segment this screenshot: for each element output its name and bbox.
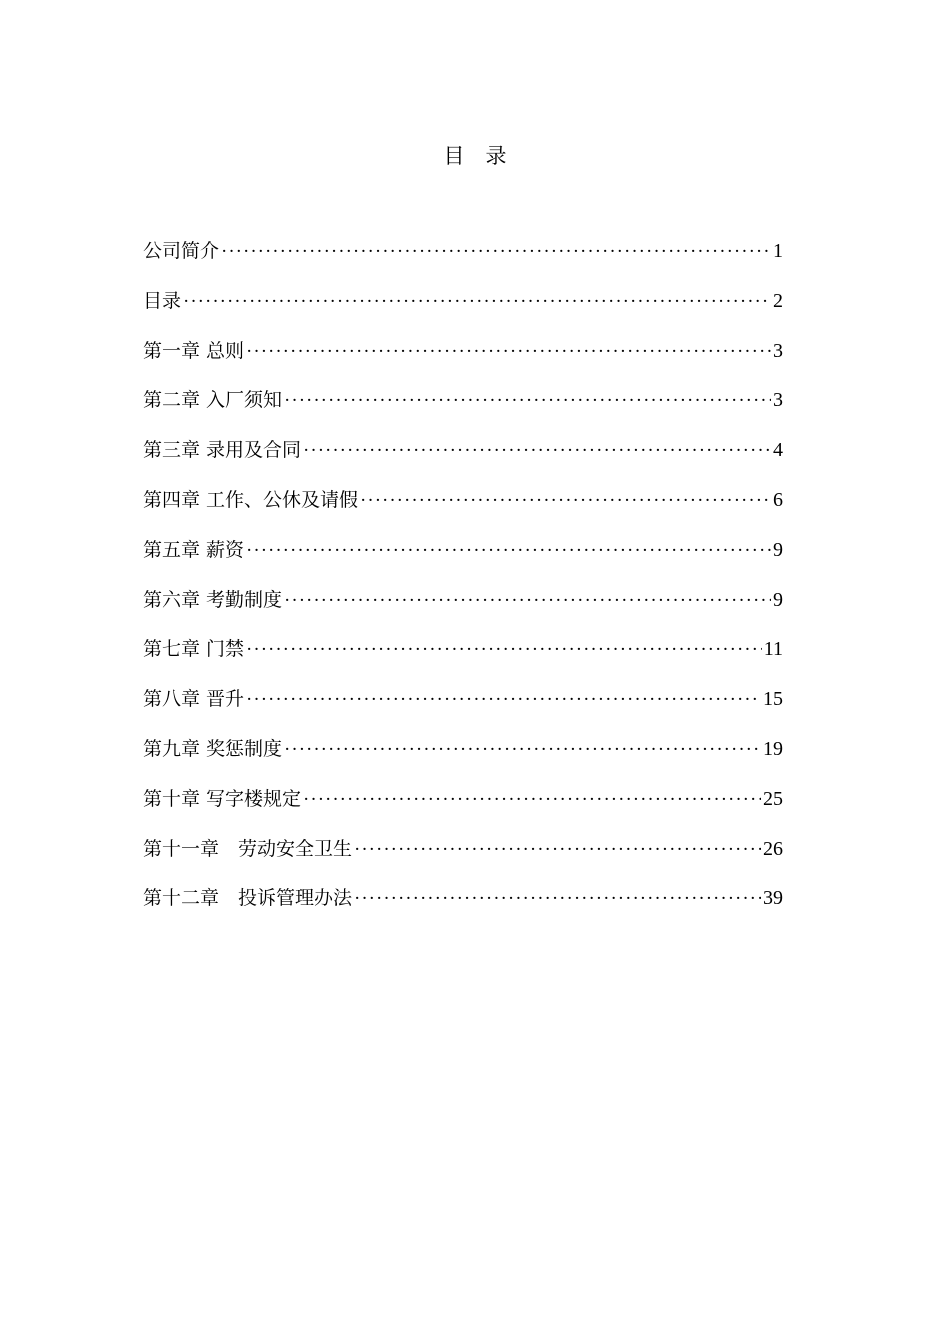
toc-entry-label: 第九章 奖惩制度 (143, 737, 283, 760)
toc-entry-page: 1 (773, 240, 783, 262)
toc-dot-leader (284, 590, 771, 612)
toc-entry[interactable] (143, 485, 783, 535)
toc-entry-page: 19 (763, 737, 783, 760)
toc-entry-label: 第十章 写字楼规定 (143, 787, 302, 810)
toc-dot-leader (354, 888, 761, 910)
toc-dot-leader (360, 490, 771, 512)
toc-entry[interactable] (143, 834, 783, 884)
toc-dot-leader (246, 689, 761, 711)
toc-list (143, 236, 783, 933)
toc-entry-page: 2 (773, 289, 783, 312)
toc-entry-label: 目录 (143, 289, 182, 312)
toc-title: 目 录 (443, 144, 507, 168)
toc-entry[interactable] (143, 535, 783, 585)
toc-dot-leader (246, 341, 771, 363)
toc-entry[interactable] (143, 585, 783, 635)
toc-entry-page: 39 (763, 887, 783, 910)
toc-entry-page: 6 (773, 488, 783, 511)
toc-entry-page: 11 (763, 638, 783, 661)
toc-entry-label: 第八章 晋升 (143, 688, 245, 711)
toc-entry-page: 9 (773, 538, 783, 561)
toc-entry[interactable] (143, 784, 783, 834)
toc-entry-label: 第四章 工作、公休及请假 (143, 488, 359, 511)
toc-dot-leader (221, 241, 771, 263)
toc-entry[interactable] (143, 734, 783, 784)
toc-entry[interactable] (143, 385, 783, 435)
toc-entry-page: 25 (763, 787, 783, 810)
toc-dot-leader (303, 440, 771, 462)
toc-entry-page: 3 (773, 339, 783, 362)
toc-dot-leader (183, 291, 771, 313)
toc-dot-leader (284, 739, 761, 761)
toc-entry-page: 26 (763, 837, 783, 860)
toc-dot-leader (303, 789, 761, 811)
toc-entry[interactable] (143, 336, 783, 386)
toc-entry-label: 第二章 入厂须知 (143, 389, 283, 412)
toc-entry-label: 第七章 门禁 (143, 638, 245, 661)
toc-entry-page: 15 (763, 688, 783, 711)
toc-entry[interactable] (143, 236, 783, 286)
toc-dot-leader (354, 839, 761, 861)
toc-dot-leader (246, 639, 762, 661)
toc-entry-page: 9 (773, 588, 783, 611)
toc-entry-label: 第一章 总则 (143, 339, 245, 362)
toc-dot-leader (246, 540, 771, 562)
toc-entry-label: 第六章 考勤制度 (143, 588, 283, 611)
toc-entry-page: 3 (773, 389, 783, 412)
toc-dot-leader (284, 390, 771, 412)
toc-entry[interactable] (143, 883, 783, 933)
toc-entry[interactable] (143, 684, 783, 734)
toc-entry-label: 第五章 薪资 (143, 538, 245, 561)
toc-entry-label: 第三章 录用及合同 (143, 439, 302, 462)
toc-entry-page: 4 (773, 439, 783, 462)
toc-entry[interactable] (143, 286, 783, 336)
toc-entry-label: 第十一章 劳动安全卫生 (143, 837, 353, 860)
toc-entry[interactable] (143, 435, 783, 485)
toc-entry-label: 第十二章 投诉管理办法 (143, 887, 353, 910)
toc-entry-label: 公司简介 (143, 240, 220, 262)
toc-entry[interactable] (143, 634, 783, 684)
